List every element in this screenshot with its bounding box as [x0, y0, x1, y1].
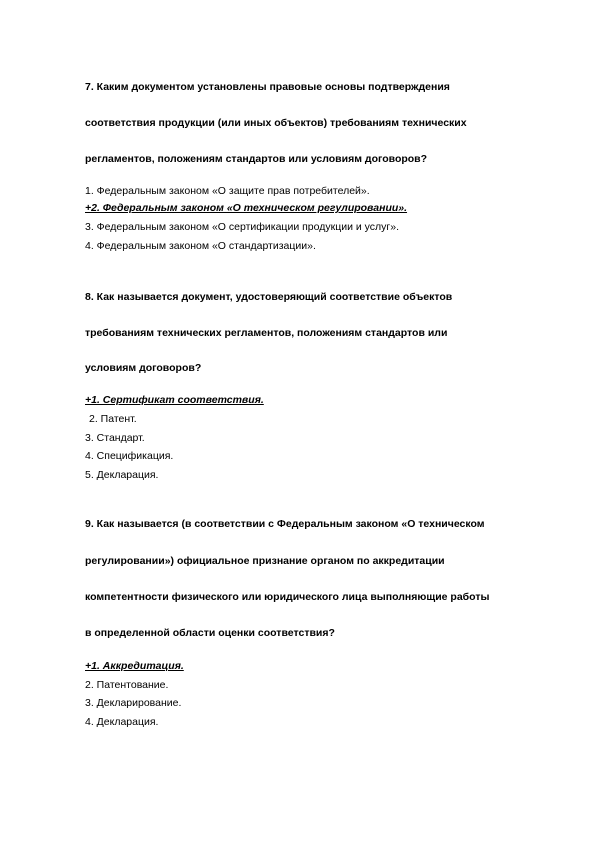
question-9-line-3: компетентности физического или юридического лица выполняющие работы — [85, 591, 490, 603]
question-7-answer-3: 3. Федеральным законом «О сертификации продукции и услуг». — [85, 221, 399, 233]
question-8-answer-5: 5. Декларация. — [85, 469, 159, 481]
question-7-answer-2-correct: +2. Федеральным законом «О техническом регулировании». — [85, 202, 408, 214]
question-8-answer-3: 3. Стандарт. — [85, 432, 145, 444]
question-8-line-2: требованиям технических регламентов, положениям стандартов или — [85, 327, 448, 339]
question-8-answer-2: 2. Патент. — [89, 413, 137, 425]
question-8-answer-1-correct: +1. Сертификат соответствия. — [85, 394, 264, 406]
question-7-line-2: соответствия продукции (или иных объектов) требованиям технических — [85, 117, 467, 129]
question-7-line-3: регламентов, положениям стандартов или условиям договоров? — [85, 153, 428, 165]
question-9-answer-4: 4. Декларация. — [85, 716, 159, 728]
question-8-answer-4: 4. Спецификация. — [85, 450, 174, 462]
question-9-line-1: 9. Как называется (в соответствии с Федеральным законом «О техническом — [85, 518, 485, 530]
question-9-line-4: в определенной области оценки соответствия? — [85, 627, 335, 639]
question-8-line-1: 8. Как называется документ, удостоверяющий соответствие объектов — [85, 291, 453, 303]
question-7-line-1: 7. Каким документом установлены правовые основы подтверждения — [85, 81, 450, 93]
question-9-answer-2: 2. Патентование. — [85, 679, 169, 691]
question-9-answer-1-correct: +1. Аккредитация. — [85, 660, 184, 672]
question-9-answer-3: 3. Декларирование. — [85, 697, 182, 709]
question-9-line-2: регулировании») официальное признание органом по аккредитации — [85, 555, 445, 567]
question-7-answer-1: 1. Федеральным законом «О защите прав потребителей». — [85, 185, 370, 197]
question-8-line-3: условиям договоров? — [85, 362, 202, 374]
question-7-answer-4: 4. Федеральным законом «О стандартизации». — [85, 240, 316, 252]
